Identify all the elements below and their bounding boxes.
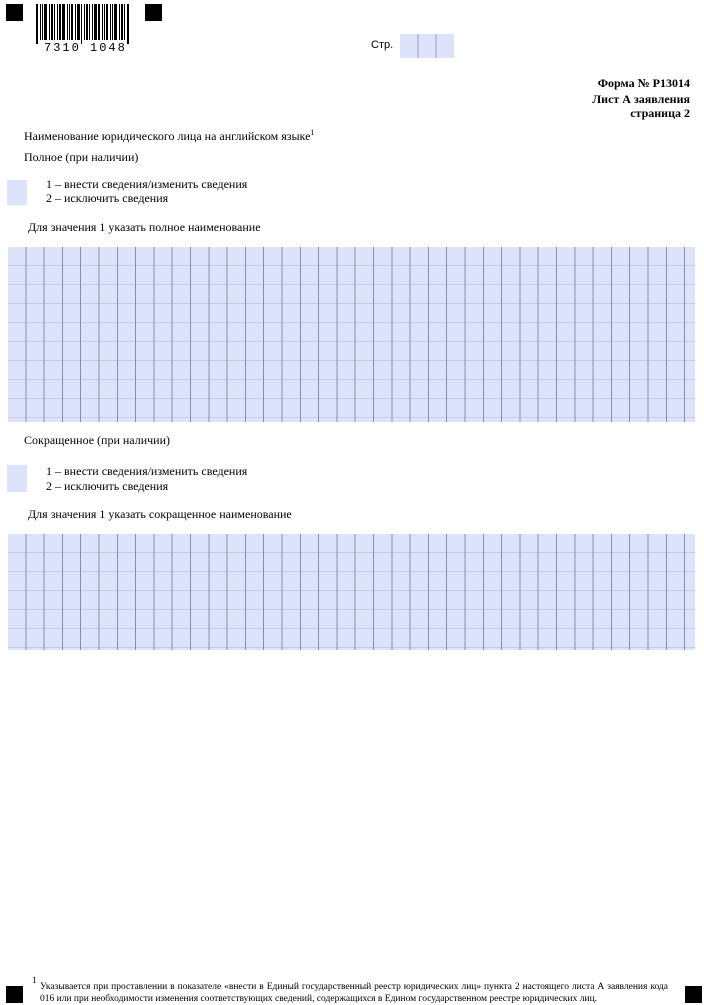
- full-name-label: Полное (при наличии): [24, 150, 139, 164]
- barcode-bar: [44, 4, 47, 40]
- barcode-bar: [81, 4, 82, 44]
- barcode-bar: [106, 4, 108, 40]
- barcode-bar: [98, 4, 100, 40]
- barcode-bar: [127, 4, 129, 44]
- corner-marker-bottom-left: [6, 986, 23, 1003]
- barcode-bar: [84, 4, 85, 40]
- short-name-option-input[interactable]: [7, 465, 27, 492]
- section-title: Наименование юридического лица на английском языке$^1$: [24, 128, 315, 143]
- short-name-option-1: 1 – внести сведения/изменить сведения: [46, 464, 248, 478]
- full-name-option-input[interactable]: [7, 180, 27, 205]
- barcode-bar: [112, 4, 113, 40]
- barcode-bar: [36, 4, 38, 44]
- footnote-mark: 1: [32, 975, 37, 985]
- barcode-bar: [42, 4, 43, 40]
- footnote-ref: 1: [310, 128, 315, 137]
- full-name-option-2: 2 – исключить сведения: [46, 191, 169, 205]
- form-number: Форма № Р13014: [597, 76, 690, 90]
- barcode-bar: [54, 4, 55, 40]
- barcode-bar: [89, 4, 90, 40]
- barcode-bar: [121, 4, 123, 40]
- corner-marker-top-left: [6, 4, 23, 21]
- barcode-bar: [62, 4, 65, 40]
- barcode-bar: [114, 4, 117, 40]
- barcode-bar: [102, 4, 103, 40]
- corner-marker-top-right: [145, 4, 162, 21]
- barcode-bar: [92, 4, 93, 40]
- barcode-bar: [40, 4, 41, 40]
- barcode-bar: [59, 4, 61, 40]
- corner-marker-bottom-right: [685, 986, 702, 1003]
- full-name-option-1: 1 – внести сведения/изменить сведения: [46, 177, 248, 191]
- full-name-note: Для значения 1 указать полное наименование: [28, 220, 261, 234]
- page-indicator: страница 2: [630, 106, 690, 120]
- barcode-bar: [69, 4, 70, 40]
- barcode-bar: [86, 4, 88, 40]
- barcode-number: 7310 1048: [44, 41, 127, 55]
- short-name-input-grid[interactable]: [8, 534, 695, 650]
- page-number-input[interactable]: [400, 34, 454, 58]
- barcode-bar: [75, 4, 76, 40]
- barcode-bar: [51, 4, 53, 40]
- short-name-label: Сокращенное (при наличии): [24, 433, 171, 447]
- barcode-bar: [67, 4, 68, 40]
- barcode-bar: [124, 4, 125, 40]
- footnote-text: Указывается при проставлении в показателе «внести в Единый государственный реестр юридических лиц» пункта 2 настоящего листа А заявления кода 016 или при необходимости изменения соответствующих сведений, содержащихся в Едином государственном реестре юридических лиц.: [40, 982, 668, 1004]
- barcode-bar: [71, 4, 73, 40]
- barcode-bar: [104, 4, 105, 40]
- page-number-label: Стр.: [371, 39, 394, 51]
- barcode-bar: [94, 4, 97, 40]
- short-name-note: Для значения 1 указать сокращенное наименование: [28, 507, 292, 521]
- full-name-input-grid[interactable]: [8, 247, 695, 422]
- barcode-bar: [57, 4, 58, 40]
- barcode-bar: [77, 4, 80, 40]
- barcode-bar: [119, 4, 120, 40]
- barcode: [36, 4, 132, 40]
- barcode-bar: [49, 4, 50, 40]
- sheet-title: Лист А заявления: [592, 92, 690, 106]
- short-name-option-2: 2 – исключить сведения: [46, 479, 169, 493]
- barcode-bar: [110, 4, 111, 40]
